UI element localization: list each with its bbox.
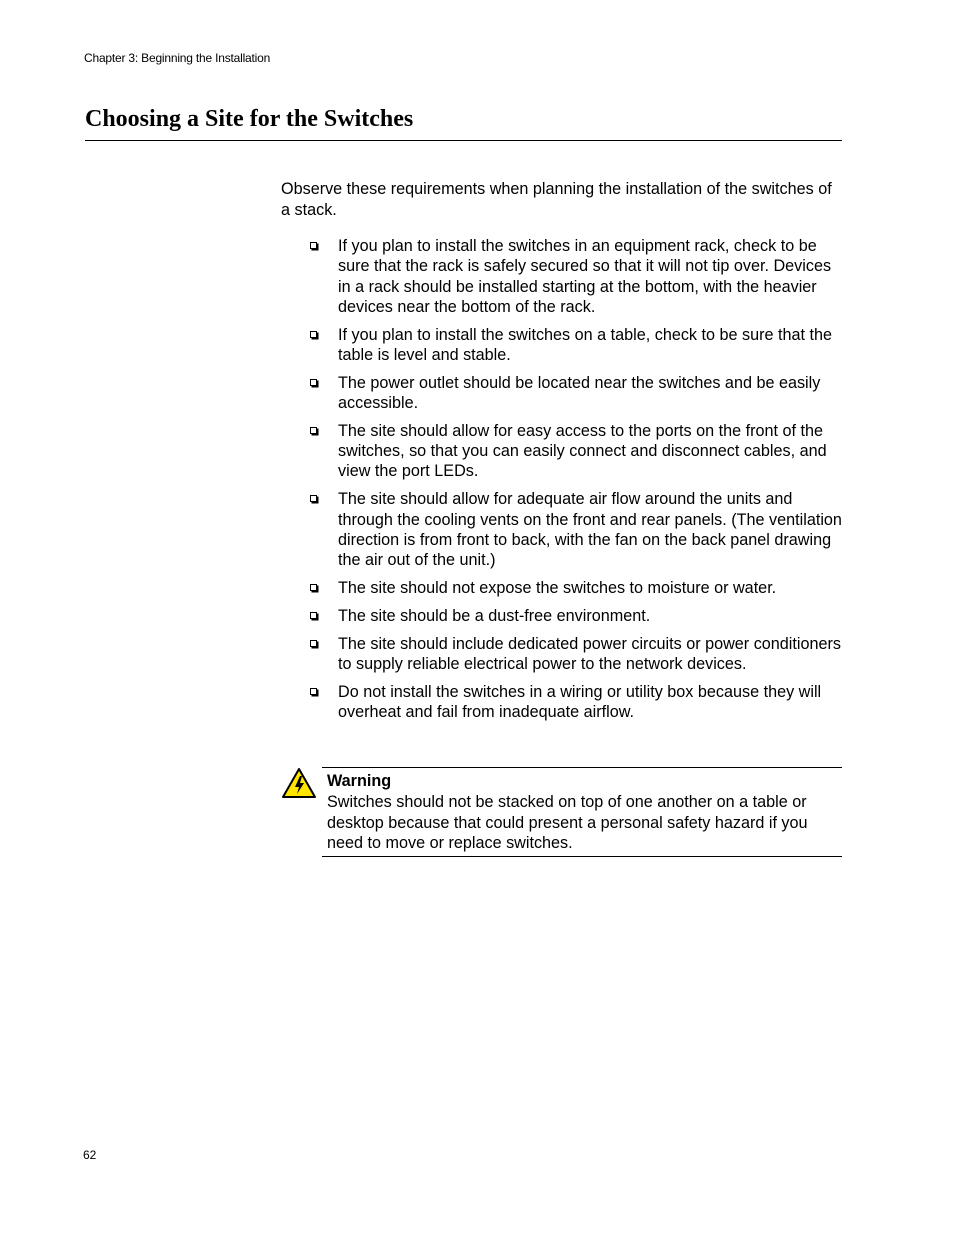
list-item: [310, 373, 842, 414]
warning-rule-top: [322, 767, 842, 768]
checkbox-bullet-icon: [310, 331, 317, 338]
page-number: 62: [83, 1148, 97, 1162]
list-item-text: Do not install the switches in a wiring or utility box because they will overheat and fail from inadequate airflow.: [338, 682, 822, 721]
checkbox-bullet-icon: [310, 427, 317, 434]
list-item-text: The site should allow for adequate air flow around the units and through the cooling vents on the front and rear panels. (The ventilation direction is from front to back, with the fan on the back panel drawing the air out of the unit.): [338, 490, 842, 570]
list-item-text: The site should allow for easy access to the ports on the front of the switches, so that you can easily connect and disconnect cables, and view the port LEDs.: [338, 421, 827, 481]
checkbox-bullet-icon: [310, 640, 317, 647]
section-title: Choosing a Site for the Switches: [85, 106, 414, 132]
electrical-hazard-icon: [281, 767, 317, 799]
list-item-text: The power outlet should be located near the switches and be easily accessible.: [338, 373, 821, 413]
warning-text: Switches should not be stacked on top of one another on a table or desktop because that could present a personal safety hazard if you need to move or replace switches.: [327, 793, 808, 852]
list-item: [310, 236, 842, 317]
checkbox-bullet-icon: [310, 242, 317, 249]
checkbox-bullet-icon: [310, 379, 317, 386]
list-item: [310, 606, 842, 626]
intro-paragraph: Observe these requirements when planning the installation of the switches of a stack.: [281, 180, 832, 219]
requirements-list: [310, 236, 842, 730]
checkbox-bullet-icon: [310, 584, 317, 591]
warning-rule-bottom: [322, 856, 842, 857]
title-rule: [85, 140, 842, 141]
list-item-text: If you plan to install the switches on a table, check to be sure that the table is level and stable.: [338, 325, 833, 364]
list-item: [310, 578, 842, 598]
list-item-text: If you plan to install the switches in an equipment rack, check to be sure that the rack is safely secured so that it will not tip over. Devices in a rack should be installed starting at the bottom, with the heavier devices near the bottom of the rack.: [338, 237, 832, 316]
list-item-text: The site should not expose the switches to moisture or water.: [338, 578, 777, 597]
warning-callout: [281, 767, 842, 857]
running-header: Chapter 3: Beginning the Installation: [84, 51, 271, 65]
warning-label: Warning: [327, 772, 392, 790]
checkbox-bullet-icon: [310, 612, 317, 619]
list-item-text: The site should include dedicated power circuits or power conditioners to supply reliable electrical power to the network devices.: [338, 634, 841, 673]
checkbox-bullet-icon: [310, 495, 317, 502]
list-item: [310, 682, 842, 723]
list-item: [310, 325, 842, 366]
list-item-text: The site should be a dust-free environment.: [338, 606, 651, 625]
list-item: [310, 634, 842, 675]
checkbox-bullet-icon: [310, 688, 317, 695]
list-item: [310, 421, 842, 482]
list-item: [310, 489, 842, 570]
